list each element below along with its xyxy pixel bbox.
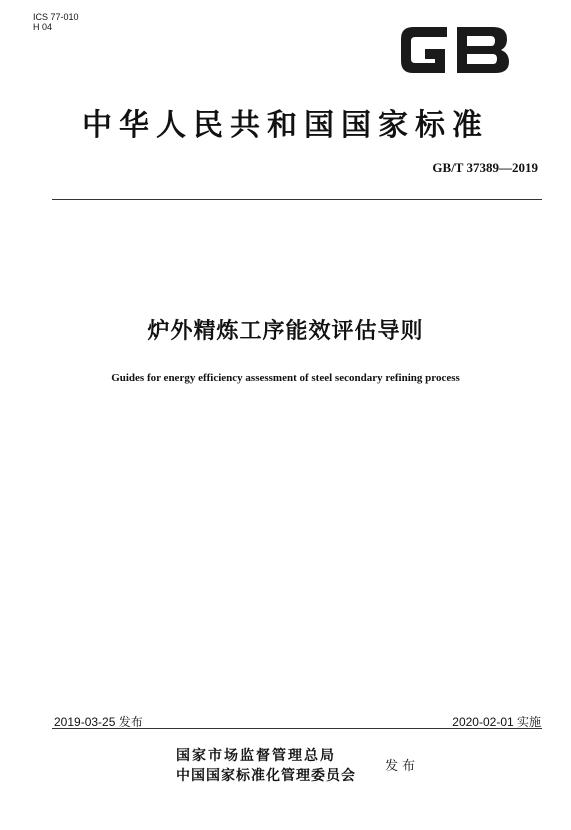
standard-code: GB/T 37389—2019 — [432, 160, 538, 175]
publisher-line-1: 国家市场监督管理总局 — [176, 748, 336, 764]
document-title-zh: 炉外精炼工序能效评估导则 — [147, 319, 424, 344]
publish-label: 发布 — [385, 759, 420, 774]
document-title-en: Guides for energy efficiency assessment of steel secondary refining process — [111, 372, 460, 384]
gb-logo — [395, 19, 515, 81]
publisher-line-2: 中国国家标准化管理委员会 — [176, 768, 356, 784]
ics-code: ICS 77-010 — [33, 12, 79, 22]
gb-logo-text: GB — [395, 19, 397, 20]
ccs-code: H 04 — [33, 22, 53, 32]
header-divider — [52, 199, 542, 200]
footer-divider — [52, 728, 542, 729]
issue-date: 2019-03-25 发布 — [54, 715, 143, 729]
implementation-date: 2020-02-01 实施 — [452, 715, 541, 729]
ics-code-block — [33, 12, 79, 32]
standard-title: 中华人民共和国国家标准 — [82, 108, 489, 143]
